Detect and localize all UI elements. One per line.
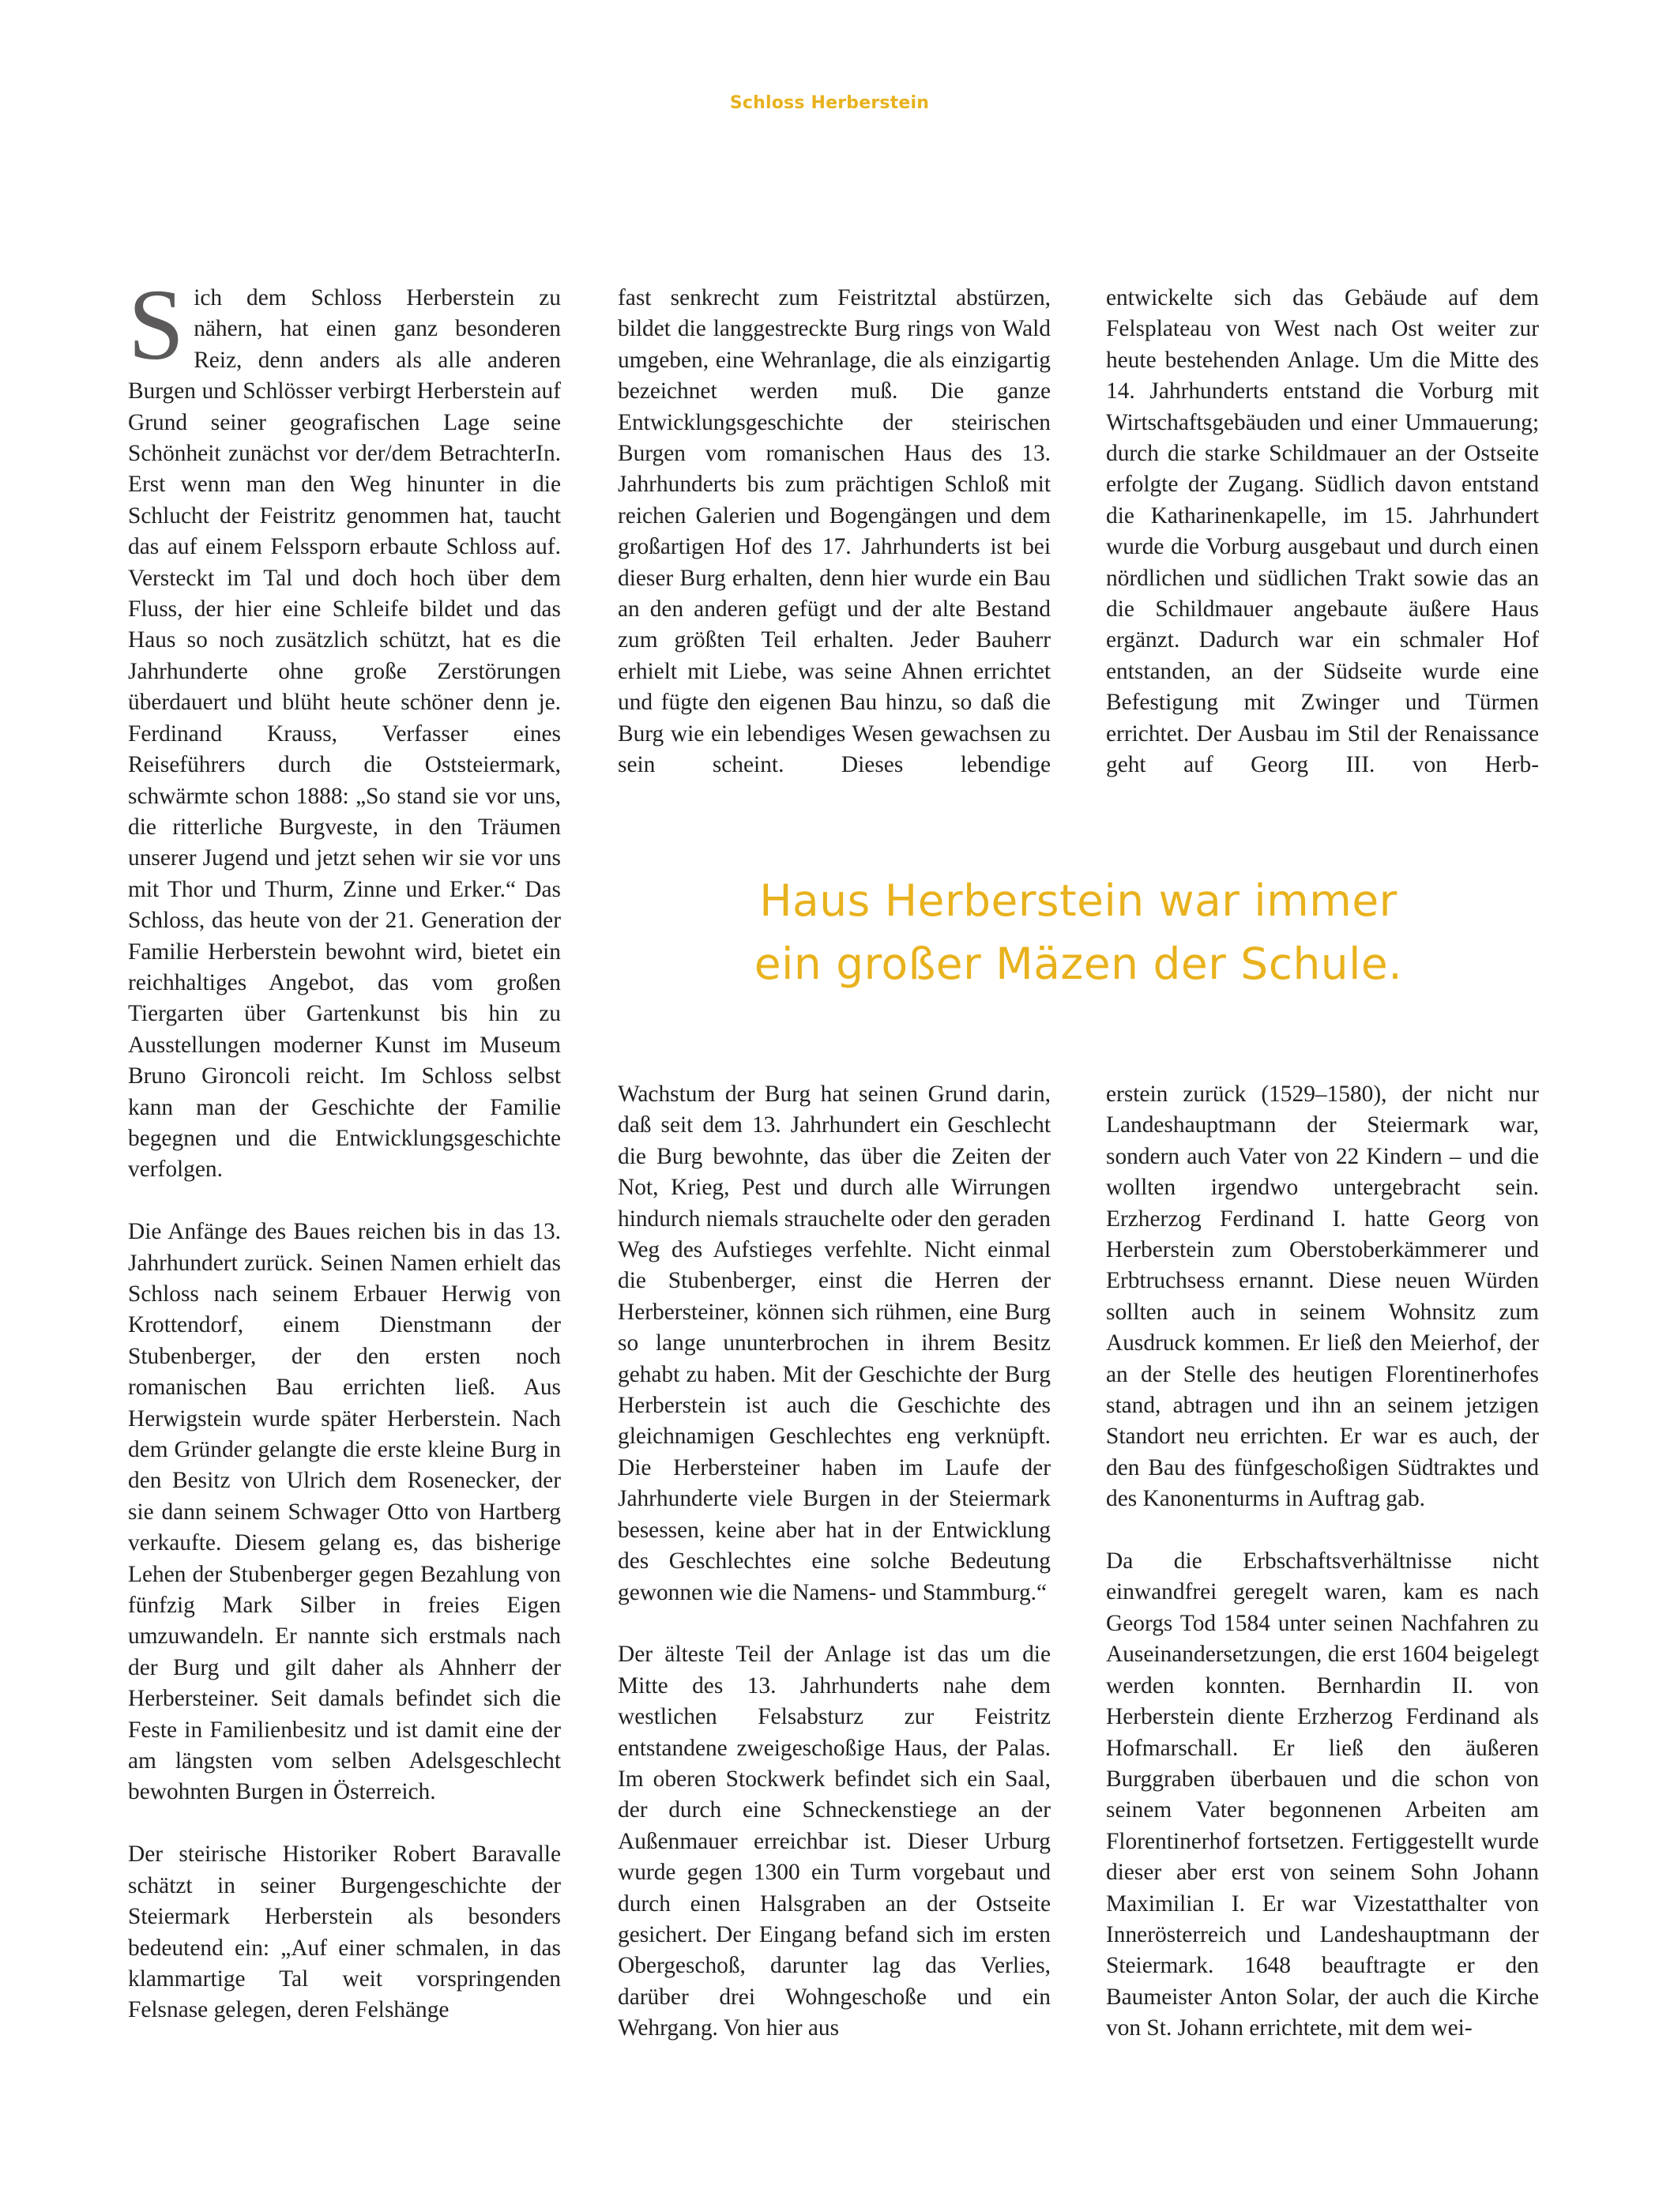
drop-cap: S — [128, 269, 185, 381]
column-right-bottom — [1106, 1079, 1539, 2045]
paragraph-oldest-part: Der älteste Teil der Anlage ist das um die Mitte des 13. Jahrhunderts nahe dem westlichen Felsabsturz zur Feistritz entstandene zweigeschoßige Haus, der Palas. Im oberen Stockwerk befindet sich ein Saal, der durch eine Schneckenstiege an der Außenmauer erreichbar ist. Dieser Urburg wurde gegen 1300 ein Turm vorgebaut und durch einen Halsgraben an der Ostseite gesichert. Der Eingang befand sich im ersten Obergeschoß, darunter lag das Verlies, darüber drei Wohngeschoße und ein Wehrgang. Von hier aus — [618, 1642, 1051, 2041]
paragraph-quote-continued: fast senkrecht zum Feistritztal abstürzen, bildet die langgestreckte Burg rings von Wald umgeben, eine Wehranlage, die als einzigartig bezeichnet werden muß. Die ganze Entwicklungsgeschichte der steirischen Burgen vom romanischen Haus des 13. Jahrhunderts bis zum prächtigen Schloß mit reichen Galerien und Bogengängen und dem großartigen Hof des 17. Jahrhunderts ist bei dieser Burg erhalten, denn hier wurde ein Bau an den anderen gefügt und der alte Bestand zum größten Teil erhalten. Jeder Bauherr erhielt mit Liebe, was seine Ahnen errichtet und fügte den eigenen Bau hinzu, so daß die Burg wie ein lebendiges Wesen gewachsen zu sein scheint. Dieses lebendige — [618, 285, 1051, 778]
running-head: Schloss Herberstein — [729, 93, 930, 113]
paragraph-growth: Wachstum der Burg hat seinen Grund darin, daß seit dem 13. Jahrhundert ein Geschlecht die Burg bewohnte, das über die Zeiten der Not, Krieg, Pest und durch alle Wirrungen hindurch niemals strauchelte oder den geraden Weg des Aufstieges verfehlte. Nicht einmal die Stubenberger, einst die Herren der Herbersteiner, können sich rühmen, eine Burg so lange ununterbrochen in ihrem Besitz gehabt zu haben. Mit der Geschichte der Burg Herberstein ist auch die Geschichte des gleichnamigen Geschlechtes eng verknüpft. Die Herbersteiner haben im Laufe der Jahrhunderte viele Burgen in der Steiermark besessen, keine aber hat in der Entwicklung des Geschlechtes eine solche Bedeutung gewonnen wie die Namens- und Stammburg.“ — [618, 1082, 1051, 1605]
column-middle-top — [618, 283, 1051, 781]
intro-paragraph — [128, 269, 561, 1186]
pull-quote-line-1: Haus Herberstein war immer — [759, 875, 1398, 926]
paragraph-georg: erstein zurück (1529–1580), der nicht nur Landeshauptmann der Steiermark war, sondern auch Vater von 22 Kindern – und die wollten irgendwo untergebracht sein. Erzherzog Ferdinand I. hatte Georg von Herberstein zum Oberstoberkämmerer und Erbtruchsess ernannt. Diese neuen Würden sollten auch in seinem Wohnsitz zum Ausdruck kommen. Er ließ den Meierhof, der an der Stelle des heutigen Florentinerhofes stand, abtragen und ihn an seinem jetzigen Standort neu errichten. Er war es auch, der den Bau des fünfgeschoßigen Südtraktes und des Kanonenturms in Auftrag gab. — [1106, 1082, 1539, 1512]
intro-paragraph-text: ich dem Schloss Herberstein zu nähern, hat einen ganz besonderen Reiz, denn anders als alle anderen Burgen und Schlösser verbirgt Herberstein auf Grund seiner geografischen Lage seine Schönheit zunächst vor der/dem BetrachterIn. Erst wenn man den Weg hinunter in die Schlucht der Feistritz genommen hat, taucht das auf einem Felssporn erbaute Schloss auf. Versteckt im Tal und doch hoch über dem Fluss, der hier eine Schleife bildet und das Haus so noch zusätzlich schützt, hat es die Jahrhunderte ohne große Zerstörungen überdauert und blüht heute schöner denn je. Ferdinand Krauss, Verfasser eines Reiseführers durch die Oststeiermark, schwärmte schon 1888: „So stand sie vor uns, die ritterliche Burgveste, in den Träumen unserer Jugend und jetzt sehen wir sie vor uns mit Thor und Thurm, Zinne und Erker.“ Das Schloss, das heute von der 21. Generation der Familie Herberstein bewohnt wird, bietet ein reichhaltiges Angebot, das vom großen Tiergarten über Gartenkunst bis hin zu Ausstellungen moderner Kunst im Museum Bruno Gironcoli reicht. Im Schloss selbst kann man der Geschichte der Familie begegnen und die Entwicklungsgeschichte verfolgen. — [128, 285, 561, 1183]
paragraph-baravalle: Der steirische Historiker Robert Baravalle schätzt in seiner Burgengeschichte der Steiermark Herberstein als besonders bedeutend ein: „Auf einer schmalen, in das klammartige Tal weit vorspringenden Felsnase gelegen, deren Felshänge — [128, 1841, 561, 2023]
column-right-top — [1106, 283, 1539, 781]
paragraph-development: entwickelte sich das Gebäude auf dem Felsplateau von West nach Ost weiter zur heute bestehenden Anlage. Um die Mitte des 14. Jahrhunderts entstand die Vorburg mit Wirtschaftsgebäuden und einer Ummauerung; durch die starke Schildmauer an der Ostseite erfolgte der Zugang. Südlich davon entstand die Katharinenkapelle, im 15. Jahrhundert wurde die Vorburg ausgebaut und durch einen nördlichen und südlichen Trakt sowie das an die Schildmauer angebaute äußere Haus ergänzt. Dadurch war ein schmaler Hof entstanden, an der Südseite wurde eine Befestigung mit Zwinger und Türmen errichtet. Der Ausbau im Stil der Renaissance geht auf Georg III. von Herb- — [1106, 285, 1539, 778]
paragraph-inheritance: Da die Erbschaftsverhältnisse nicht einwandfrei geregelt waren, kam es nach Georgs Tod 1584 unter seinen Nachfahren zu Auseinandersetzungen, die erst 1604 beigelegt werden konnten. Bernhardin II. von Herberstein diente Erzherzog Ferdinand als Hofmarschall. Er ließ den äußeren Burggraben überbauen und die schon von seinem Vater begonnenen Arbeiten am Florentinerhof fortsetzen. Fertiggestellt wurde dieser aber erst von seinem Sohn Johann Maximilian I. Er war Vizestatthalter von Innerösterreich und Landeshauptmann der Steiermark. 1648 beauftragte er den Baumeister Anton Solar, der auch die Kirche von St. Johann errichtete, mit dem wei- — [1106, 1548, 1539, 2041]
column-middle-bottom — [618, 1079, 1051, 2045]
pull-quote — [618, 869, 1539, 995]
paragraph-origins: Die Anfänge des Baues reichen bis in das 13. Jahrhundert zurück. Seinen Namen erhielt das Schloss nach seinem Erbauer Herwig von Krottendorf, einem Dienstmann der Stubenberger, der den ersten noch romanischen Bau errichten ließ. Aus Herwigstein wurde später Herberstein. Nach dem Gründer gelangte die erste kleine Burg in den Besitz von Ulrich dem Rosenecker, der sie dann seinem Schwager Otto von Hartberg verkaufte. Diesem gelang es, das bisherige Lehen der Stubenberger gegen Bezahlung von fünfzig Mark Silber in freies Eigen umzuwandeln. Er nannte sich erstmals nach der Burg und gilt daher als Ahnherr der Herbersteiner. Seit damals befindet sich die Feste in Familienbesitz und ist damit eine der am längsten vom selben Adelsgeschlecht bewohnten Burgen in Österreich. — [128, 1219, 561, 1805]
column-left — [128, 269, 561, 2026]
pull-quote-line-2: ein großer Mäzen der Schule. — [754, 939, 1403, 989]
